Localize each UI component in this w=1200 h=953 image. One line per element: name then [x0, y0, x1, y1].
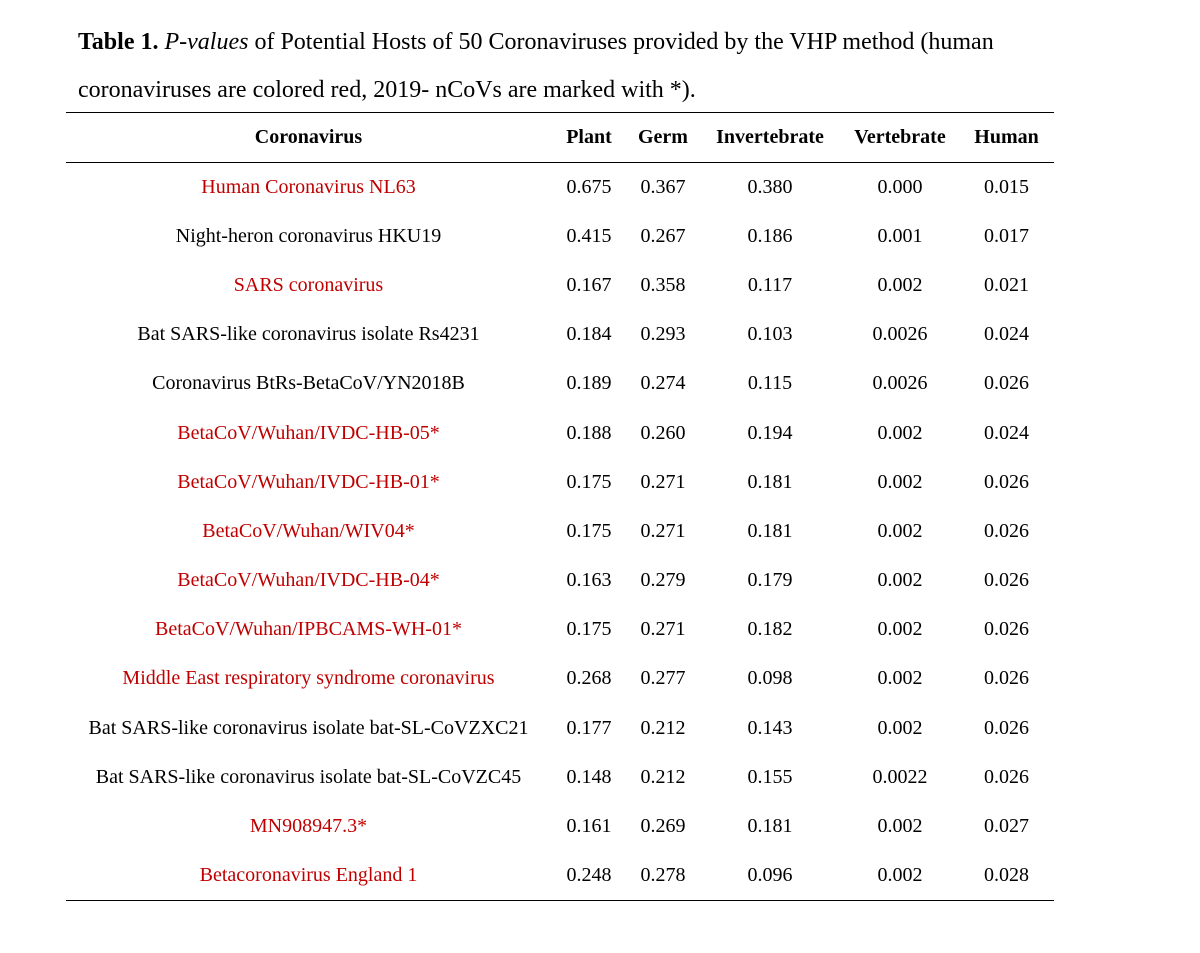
caption-label: Table 1. — [78, 29, 159, 55]
cell-germ: 0.367 — [640, 175, 686, 198]
cell-germ: 0.271 — [640, 618, 686, 641]
cell-human: 0.026 — [984, 470, 1029, 493]
cell-human: 0.028 — [984, 863, 1029, 886]
header-human: Human — [974, 126, 1039, 148]
cell-plant: 0.175 — [566, 470, 612, 493]
cell-germ: 0.271 — [640, 470, 686, 493]
cell-vertebrate: 0.001 — [877, 224, 923, 247]
cell-germ: 0.269 — [640, 815, 686, 838]
cell-coronavirus-name: SARS coronavirus — [233, 273, 384, 296]
cell-coronavirus-name: Human Coronavirus NL63 — [201, 175, 416, 198]
cell-plant: 0.184 — [566, 323, 612, 346]
cell-invertebrate: 0.143 — [747, 716, 793, 739]
cell-invertebrate: 0.181 — [747, 519, 793, 542]
cell-human: 0.026 — [984, 569, 1029, 592]
cell-human: 0.026 — [984, 716, 1029, 739]
cell-germ: 0.279 — [640, 569, 686, 592]
cell-germ: 0.278 — [640, 863, 686, 886]
cell-vertebrate: 0.002 — [877, 273, 923, 296]
cell-plant: 0.189 — [566, 372, 612, 395]
cell-coronavirus-name: BetaCoV/Wuhan/IVDC-HB-05* — [177, 421, 440, 444]
cell-coronavirus-name: MN908947.3* — [249, 815, 368, 838]
caption-italic-term: P-values — [164, 29, 249, 55]
header-coronavirus: Coronavirus — [254, 126, 363, 148]
cell-coronavirus-name: BetaCoV/Wuhan/IVDC-HB-04* — [177, 569, 440, 592]
cell-vertebrate: 0.000 — [877, 175, 923, 198]
header-vertebrate: Vertebrate — [854, 126, 946, 148]
cell-germ: 0.271 — [640, 519, 686, 542]
cell-coronavirus-name: Middle East respiratory syndrome coronavirus — [122, 667, 495, 690]
cell-vertebrate: 0.0026 — [872, 323, 928, 346]
table-row — [66, 359, 1054, 408]
header-plant: Plant — [566, 126, 612, 148]
cell-vertebrate: 0.002 — [877, 470, 923, 493]
cell-human: 0.026 — [984, 667, 1029, 690]
cell-germ: 0.212 — [640, 765, 686, 788]
cell-coronavirus-name: Bat SARS-like coronavirus isolate Rs4231 — [137, 323, 480, 346]
cell-coronavirus-name: Bat SARS-like coronavirus isolate bat-SL-CoVZC45 — [95, 765, 522, 788]
cell-invertebrate: 0.103 — [747, 323, 793, 346]
table-row — [66, 605, 1054, 654]
header-germ: Germ — [638, 126, 688, 148]
cell-human: 0.027 — [984, 815, 1029, 838]
cell-vertebrate: 0.002 — [877, 421, 923, 444]
cell-plant: 0.415 — [566, 224, 612, 247]
cell-germ: 0.260 — [640, 421, 686, 444]
cell-human: 0.015 — [984, 175, 1029, 198]
cell-human: 0.024 — [984, 323, 1029, 346]
table-row — [66, 310, 1054, 359]
cell-human: 0.021 — [984, 273, 1029, 296]
cell-invertebrate: 0.096 — [747, 863, 793, 886]
cell-plant: 0.675 — [566, 175, 612, 198]
cell-plant: 0.268 — [566, 667, 612, 690]
table-row — [66, 654, 1054, 703]
cell-plant: 0.148 — [566, 765, 612, 788]
cell-plant: 0.175 — [566, 519, 612, 542]
cell-coronavirus-name: BetaCoV/Wuhan/WIV04* — [202, 519, 415, 542]
cell-vertebrate: 0.0022 — [872, 765, 928, 788]
table-row — [66, 458, 1054, 507]
cell-invertebrate: 0.179 — [747, 569, 793, 592]
cell-coronavirus-name: Coronavirus BtRs-BetaCoV/YN2018B — [152, 372, 465, 395]
cell-germ: 0.267 — [640, 224, 686, 247]
cell-germ: 0.358 — [640, 273, 686, 296]
table-body — [66, 163, 1054, 901]
cell-invertebrate: 0.115 — [747, 372, 793, 395]
cell-plant: 0.177 — [566, 716, 612, 739]
cell-human: 0.026 — [984, 372, 1029, 395]
table-row — [66, 507, 1054, 556]
header-invertebrate: Invertebrate — [716, 126, 824, 148]
cell-plant: 0.188 — [566, 421, 612, 444]
cell-plant: 0.248 — [566, 863, 612, 886]
cell-invertebrate: 0.117 — [747, 273, 793, 296]
cell-coronavirus-name: Bat SARS-like coronavirus isolate bat-SL-CoVZXC21 — [88, 716, 529, 739]
cell-invertebrate: 0.155 — [747, 765, 793, 788]
cell-invertebrate: 0.181 — [747, 470, 793, 493]
table-row — [66, 802, 1054, 851]
cell-plant: 0.163 — [566, 569, 612, 592]
cell-human: 0.026 — [984, 765, 1029, 788]
table-row — [66, 261, 1054, 310]
cell-human: 0.026 — [984, 519, 1029, 542]
cell-vertebrate: 0.002 — [877, 618, 923, 641]
table-row — [66, 212, 1054, 261]
cell-plant: 0.167 — [566, 273, 612, 296]
cell-vertebrate: 0.0026 — [872, 372, 928, 395]
cell-vertebrate: 0.002 — [877, 815, 923, 838]
table-row — [66, 851, 1054, 900]
cell-vertebrate: 0.002 — [877, 519, 923, 542]
cell-germ: 0.212 — [640, 716, 686, 739]
table-row — [66, 163, 1054, 212]
cell-coronavirus-name: BetaCoV/Wuhan/IPBCAMS-WH-01* — [155, 618, 462, 641]
cell-vertebrate: 0.002 — [877, 667, 923, 690]
cell-vertebrate: 0.002 — [877, 569, 923, 592]
cell-vertebrate: 0.002 — [877, 863, 923, 886]
cell-coronavirus-name: BetaCoV/Wuhan/IVDC-HB-01* — [177, 470, 440, 493]
cell-germ: 0.293 — [640, 323, 686, 346]
cell-plant: 0.175 — [566, 618, 612, 641]
cell-human: 0.024 — [984, 421, 1029, 444]
table-caption — [78, 18, 1078, 114]
cell-germ: 0.277 — [640, 667, 686, 690]
table-row — [66, 704, 1054, 753]
cell-invertebrate: 0.182 — [747, 618, 793, 641]
cell-human: 0.017 — [984, 224, 1029, 247]
cell-invertebrate: 0.181 — [747, 815, 793, 838]
cell-human: 0.026 — [984, 618, 1029, 641]
table-header-row — [66, 113, 1054, 163]
table-row — [66, 753, 1054, 802]
table-row — [66, 556, 1054, 605]
table-row — [66, 408, 1054, 457]
results-table-container — [66, 112, 1054, 901]
cell-invertebrate: 0.380 — [747, 175, 793, 198]
results-table — [66, 112, 1054, 901]
cell-plant: 0.161 — [566, 815, 612, 838]
cell-invertebrate: 0.098 — [747, 667, 793, 690]
cell-invertebrate: 0.186 — [747, 224, 793, 247]
cell-germ: 0.274 — [640, 372, 686, 395]
caption-text: of Potential Hosts of 50 Coronaviruses provided by the VHP method (human coronaviruses are colored red, 2019- nCoVs are marked with *). — [78, 29, 994, 103]
cell-coronavirus-name: Night-heron coronavirus HKU19 — [175, 224, 442, 247]
cell-vertebrate: 0.002 — [877, 716, 923, 739]
cell-coronavirus-name: Betacoronavirus England 1 — [199, 863, 418, 886]
cell-invertebrate: 0.194 — [747, 421, 793, 444]
